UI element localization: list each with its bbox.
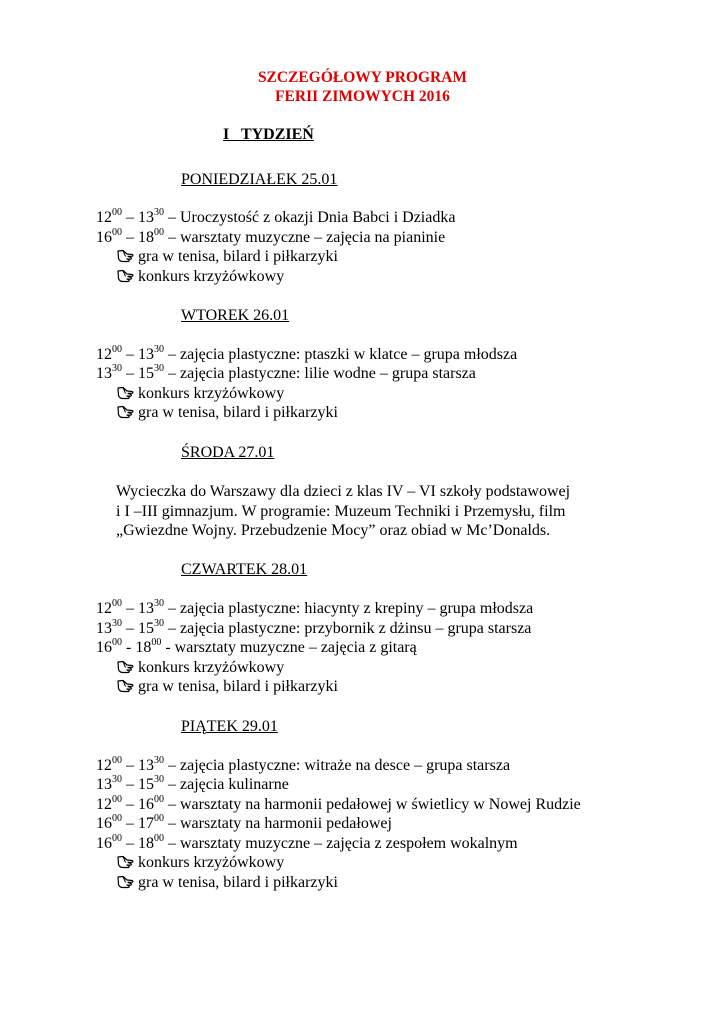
- schedule-line: $12^{00} - 13^{30}$ – zajęcia plastyczne: witraże na desce – grupa starsza: [96, 754, 511, 774]
- pointing-hand-icon: [116, 249, 134, 263]
- schedule-line: $12^{00} - 13^{30}$ – zajęcia plastyczne: ptaszki w klatce – grupa młodsza: [96, 343, 518, 363]
- pointing-hand-icon: [116, 269, 134, 283]
- week-heading: I TYDZIEŃ: [223, 126, 314, 143]
- schedule-line: $16^{00} - 18^{00}$ – warsztaty muzyczne – zajęcia na pianinie: [96, 226, 446, 246]
- bullet-item: gra w tenisa, bilard i piłkarzyki: [116, 873, 338, 892]
- pointing-hand-icon: [116, 405, 134, 419]
- day-heading-friday: PIĄTEK 29.01: [181, 718, 278, 735]
- schedule-line: $16^{00} - 18^{00}$ - warsztaty muzyczne – zajęcia z gitarą: [96, 636, 417, 656]
- day-heading-thursday: CZWARTEK 28.01: [181, 561, 308, 578]
- bullet-item: gra w tenisa, bilard i piłkarzyki: [116, 403, 338, 422]
- page-title-line2: FERII ZIMOWYCH 2016: [275, 88, 450, 105]
- schedule-line: $13^{30} - 15^{30}$ – zajęcia plastyczne: przybornik z dżinsu – grupa starsza: [96, 617, 532, 637]
- pointing-hand-icon: [116, 660, 134, 674]
- schedule-line: $13^{30} - 15^{30}$ – zajęcia plastyczne: lilie wodne – grupa starsza: [96, 362, 476, 382]
- day-heading-tuesday: WTOREK 26.01: [181, 307, 290, 324]
- page-title-line1: SZCZEGÓŁOWY PROGRAM: [257, 69, 468, 86]
- bullet-item: konkurs krzyżówkowy: [116, 658, 284, 677]
- paragraph-line: i I –III gimnazjum. W programie: Muzeum Techniki i Przemysłu, film: [116, 502, 566, 520]
- bullet-item: gra w tenisa, bilard i piłkarzyki: [116, 677, 338, 696]
- pointing-hand-icon: [116, 679, 134, 693]
- schedule-line: $12^{00} - 13^{30}$ – Uroczystość z okazji Dnia Babci i Dziadka: [96, 206, 456, 226]
- schedule-line: $12^{00} - 16^{00}$ – warsztaty na harmonii pedałowej w świetlicy w Nowej Rudzie: [96, 793, 581, 813]
- schedule-line: $16^{00} - 18^{00}$ – warsztaty muzyczne – zajęcia z zespołem wokalnym: [96, 832, 518, 852]
- bullet-item: gra w tenisa, bilard i piłkarzyki: [116, 247, 338, 266]
- pointing-hand-icon: [116, 875, 134, 889]
- bullet-item: konkurs krzyżówkowy: [116, 384, 284, 403]
- paragraph-line: „Gwiezdne Wojny. Przebudzenie Mocy” oraz obiad w Mc’Donalds.: [116, 522, 551, 539]
- schedule-line: $12^{00} - 13^{30}$ – zajęcia plastyczne: hiacynty z krepiny – grupa młodsza: [96, 597, 534, 617]
- pointing-hand-icon: [116, 855, 134, 869]
- schedule-line: $16^{00} - 17^{00}$ – warsztaty na harmonii pedałowej: [96, 812, 392, 832]
- day-heading-wednesday: ŚRODA 27.01: [181, 444, 275, 461]
- day-heading-monday: PONIEDZIAŁEK 25.01: [181, 171, 338, 188]
- trip-description: [116, 482, 616, 541]
- bullet-item: konkurs krzyżówkowy: [116, 267, 284, 286]
- bullet-item: konkurs krzyżówkowy: [116, 853, 284, 872]
- paragraph-line: Wycieczka do Warszawy dla dzieci z klas IV – VI szkoły podstawowej: [116, 483, 571, 500]
- schedule-line: $13^{30} - 15^{30}$ – zajęcia kulinarne: [96, 773, 289, 793]
- pointing-hand-icon: [116, 386, 134, 400]
